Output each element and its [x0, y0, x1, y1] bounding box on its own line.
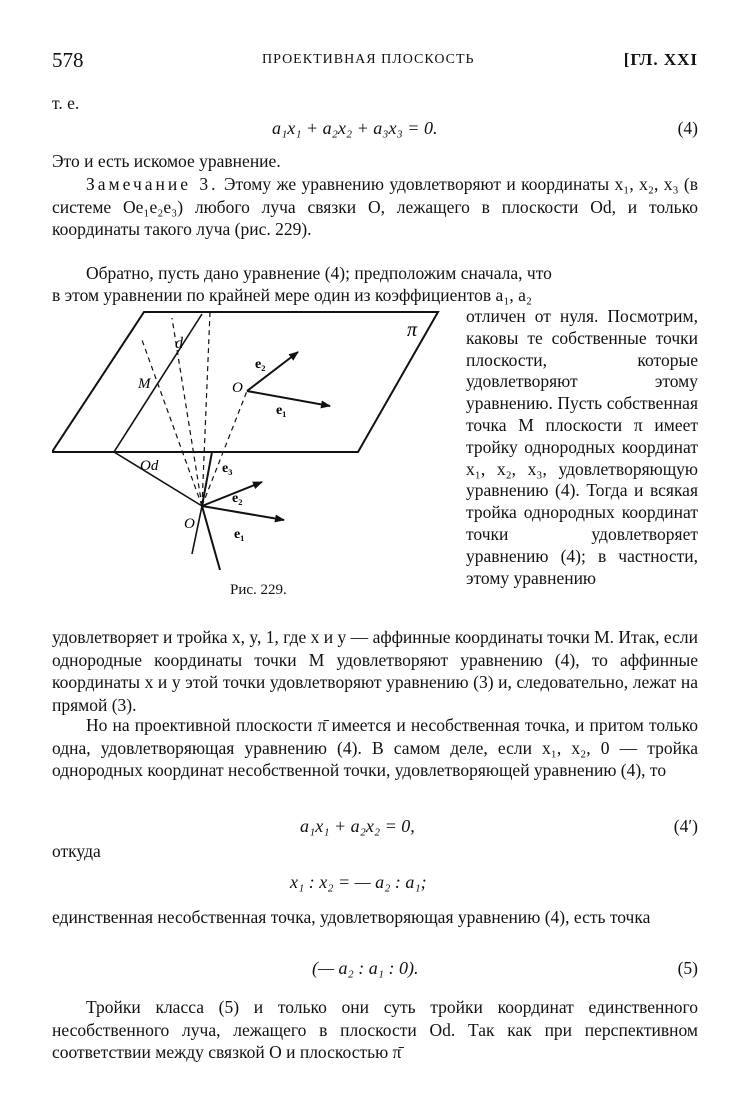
- equation-5: (— a₂ : a₁ : 0).: [312, 958, 419, 978]
- label-e1: e₁: [234, 527, 245, 542]
- page-header: [52, 48, 698, 74]
- chapter-label: [ГЛ. XXI: [623, 50, 698, 69]
- converse-line-1: Обратно, пусть дано уравнение (4); предположим сначала, что: [86, 263, 552, 283]
- converse-line-2: в этом уравнении по крайней мере один из коэффициентов a₁, a₂: [52, 285, 533, 305]
- equation-4: a₁x₁ + a₂x₂ + a₃x₃ = 0.: [272, 118, 438, 138]
- converse-wrapped-text: отличен от нуля. Посмотрим, каковы те собственные точки плоскости, которые удовлетворяют этому уравнению. Пусть собственная точка M плоскости π имеет тройку однородных координат x₁, x₂, x₃, удовлетворяющую уравнению (4). Тогда и всякая тройка однородных координат точки удовлетворяет уравнению (4); в частности, этому уравнению: [466, 306, 698, 588]
- vector-e1-plane: [247, 391, 330, 406]
- converse-continuation: удовлетворяет и тройка x, y, 1, где x и y — аффинные координаты точки M. Итак, если однородные координаты точки M удовлетворяют уравнению (4), то аффинные координаты x и y этой точки удовлетворяют уравнению (3) и, следовательно, лежат на прямой (3).: [52, 627, 698, 715]
- label-e1-plane: e₁: [276, 403, 287, 418]
- label-o-plane: O: [232, 380, 243, 396]
- ray-to-o-plane: [202, 391, 247, 506]
- ray-to-m: [142, 340, 202, 506]
- page-number: 578: [52, 48, 84, 72]
- equation-4-label: (4): [677, 118, 698, 138]
- equation-ratio: x₁ : x₂ = — a₂ : a₁;: [290, 872, 427, 892]
- remark-title: Замечание 3.: [86, 174, 219, 194]
- after-equation-text: Это и есть искомое уравнение.: [52, 151, 281, 171]
- final-paragraph: Тройки класса (5) и только они суть тройки координат единственного несобственного луча, лежащего в плоскости Od. Так как при перспективном соответствии между связкой O и плоскостью π̄: [52, 997, 698, 1062]
- intro-text: т. е.: [52, 93, 80, 113]
- unique-point-text: единственная несобственная точка, удовлетворяющая уравнению (4), есть точка: [52, 907, 651, 927]
- vector-e1: [202, 506, 284, 520]
- running-title: ПРОЕКТИВНАЯ ПЛОСКОСТЬ: [262, 52, 475, 67]
- equation-4-prime-label: (4′): [673, 816, 698, 836]
- plane-pi-outline: [52, 312, 438, 452]
- label-od: Od: [140, 458, 159, 474]
- equation-5-label: (5): [677, 958, 698, 978]
- label-m: M: [138, 376, 151, 392]
- projective-paragraph: Но на проективной плоскости π̄ имеется и несобственная точка, и притом только одна, удовлетворяющая уравнению (4). В самом деле, если x₁, x₂, 0 — тройка однородных координат несобственной точки, удовлетворяющей уравнению (4), то: [52, 715, 698, 780]
- remark-text: Этому же уравнению удовлетворяют и координаты x₁, x₂, x₃ (в системе Oe₁e₂e₃) любого луча связки O, лежащего в плоскости Od, и только координаты такого луча (рис. 229).: [52, 174, 699, 239]
- remark-paragraph: [52, 173, 698, 241]
- label-o: O: [184, 516, 195, 532]
- label-d: d: [175, 335, 183, 352]
- figure-229: [52, 306, 457, 576]
- label-e3: e₃: [222, 461, 233, 476]
- figure-caption: Рис. 229.: [230, 582, 287, 598]
- otkuda-text: откуда: [52, 841, 101, 861]
- equation-4-prime: a₁x₁ + a₂x₂ = 0,: [300, 816, 415, 836]
- ray-dashed-2: [202, 312, 210, 506]
- label-e2: e₂: [232, 491, 243, 506]
- ray-below-2: [202, 506, 220, 570]
- label-e2-plane: e₂: [255, 357, 266, 372]
- label-pi: π: [407, 319, 418, 341]
